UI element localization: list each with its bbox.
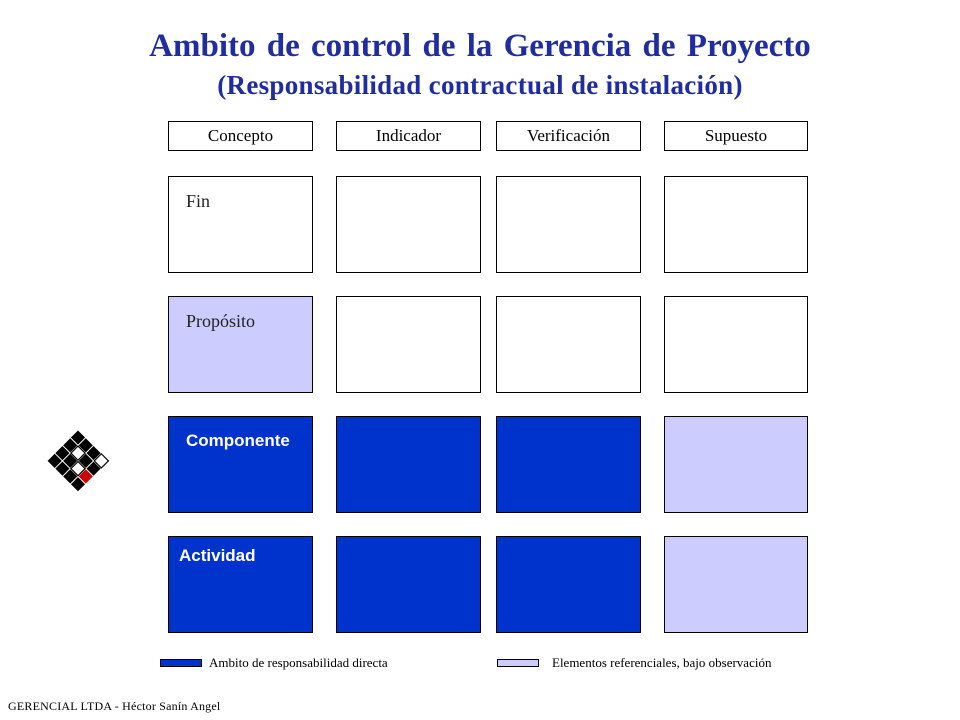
row-label-actividad: Actividad <box>179 546 256 565</box>
page-title: Ambito de control de la Gerencia de Proyecto <box>149 28 811 64</box>
column-header-supuesto: Supuesto <box>664 121 808 151</box>
footer-credit: GERENCIAL LTDA - Héctor Sanín Angel <box>8 699 221 713</box>
cell-componente-verificacion <box>496 416 641 513</box>
cell-actividad-supuesto <box>664 536 808 633</box>
cell-fin-concepto <box>168 176 313 273</box>
cell-proposito-supuesto <box>664 296 808 393</box>
legend-label-referential: Elementos referenciales, bajo observación <box>552 655 772 670</box>
cell-proposito-verificacion <box>496 296 641 393</box>
cell-proposito-indicador <box>336 296 481 393</box>
page-subtitle: (Responsabilidad contractual de instalación) <box>217 70 743 100</box>
row-label-proposito: Propósito <box>186 311 256 331</box>
diamond-grid-logo-icon <box>40 430 116 496</box>
cell-proposito-concepto <box>168 296 313 393</box>
row-label-fin: Fin <box>186 191 211 211</box>
row-label-componente: Componente <box>186 431 290 450</box>
legend-label-direct: Ambito de responsabilidad directa <box>209 655 388 670</box>
cell-fin-indicador <box>336 176 481 273</box>
legend-swatch-direct <box>160 659 202 667</box>
cell-fin-verificacion <box>496 176 641 273</box>
column-header-indicador: Indicador <box>336 121 481 151</box>
cell-componente-concepto <box>168 416 313 513</box>
legend-swatch-referential <box>497 659 539 667</box>
cell-fin-supuesto <box>664 176 808 273</box>
cell-actividad-verificacion <box>496 536 641 633</box>
column-header-verificacion: Verificación <box>496 121 641 151</box>
cell-componente-supuesto <box>664 416 808 513</box>
cell-componente-indicador <box>336 416 481 513</box>
cell-actividad-indicador <box>336 536 481 633</box>
cell-actividad-concepto <box>168 536 313 633</box>
column-header-concepto: Concepto <box>168 121 313 151</box>
